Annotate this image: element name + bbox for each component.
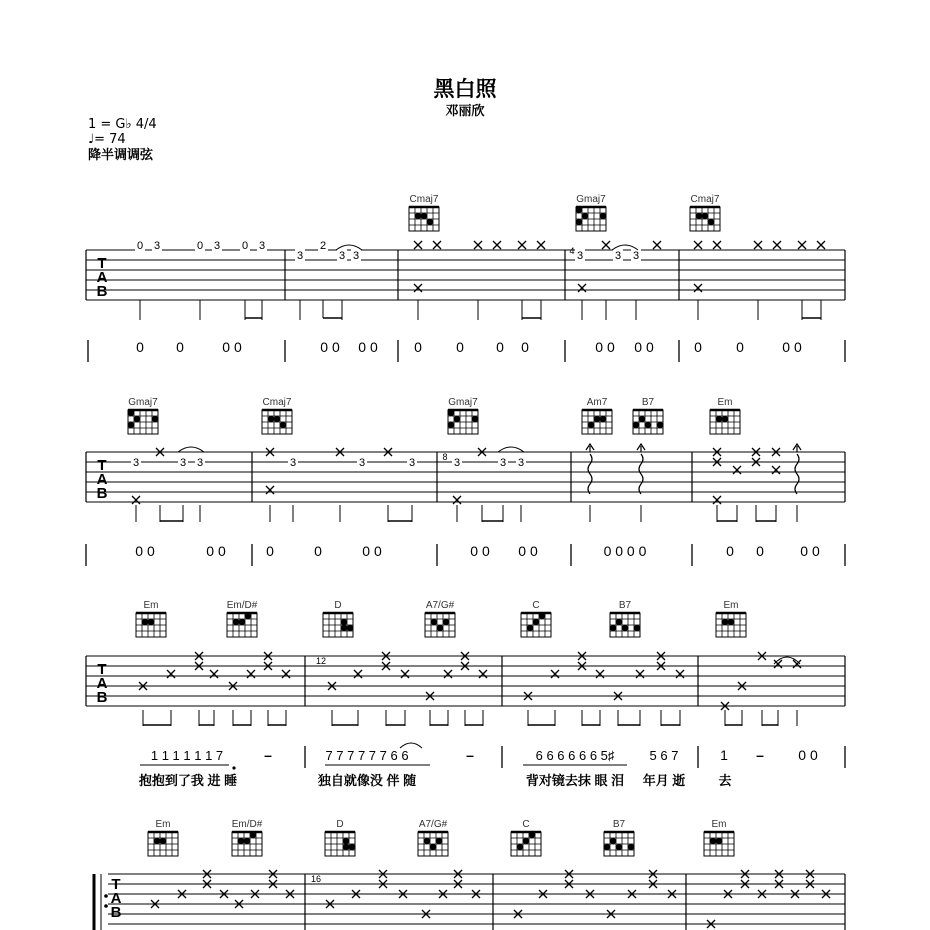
chord-name: Gmaj7 — [576, 194, 606, 205]
jianpu-note: 1 — [720, 747, 728, 763]
chord-dot — [533, 619, 539, 625]
tie-arc — [178, 447, 204, 452]
jianpu-note: 0 0 — [595, 339, 615, 355]
chord-dot — [154, 838, 160, 844]
chord-name: Gmaj7 — [448, 397, 478, 408]
chord-dot — [448, 410, 454, 416]
tab-clef-letter: A — [96, 269, 108, 286]
chord-diagram-a7g — [425, 613, 455, 637]
jianpu-note: 0 0 — [798, 747, 818, 763]
chord-diagram-emd — [232, 832, 262, 856]
chord-dot — [128, 422, 134, 428]
jianpu-note: 0 — [496, 339, 504, 355]
chord-dot — [160, 838, 166, 844]
chord-dot — [708, 219, 714, 225]
chord-dot — [722, 619, 728, 625]
chord-name: Em — [723, 600, 739, 611]
chord-dot — [610, 838, 616, 844]
chord-dot — [427, 219, 433, 225]
tab-fret-number: 3 — [132, 457, 140, 469]
chord-dot — [529, 832, 535, 838]
chord-dot — [633, 422, 639, 428]
chord-diagram-gmaj7 — [448, 410, 478, 434]
chord-diagram-cmaj7 — [690, 207, 720, 231]
tab-fret-number: 3 — [499, 457, 507, 469]
lyric-text: 独自就像没 伴 随 — [317, 773, 417, 788]
tab-clef-letter: A — [96, 675, 108, 692]
jianpu-note: 0 0 — [358, 339, 378, 355]
jianpu-note: 0 0 — [518, 543, 538, 559]
tab-fret-number: 3 — [338, 250, 346, 262]
tab-fret-number: 3 — [408, 457, 416, 469]
chord-dot — [341, 619, 347, 625]
jianpu-dot — [232, 766, 235, 769]
chord-name: D — [334, 600, 342, 611]
chord-dot — [443, 619, 449, 625]
tab-fret-number: 3 — [576, 250, 584, 262]
chord-dot — [582, 213, 588, 219]
chord-name: B7 — [618, 600, 632, 611]
chord-diagram-em — [148, 832, 178, 856]
jianpu-note: 0 — [136, 339, 144, 355]
chord-diagram-em — [704, 832, 734, 856]
chord-dot — [696, 213, 702, 219]
chord-dot — [657, 422, 663, 428]
tab-fret-number: 0 — [196, 240, 204, 252]
repeat-dot — [104, 894, 108, 898]
tab-fret-number: 0 — [241, 240, 249, 252]
chord-dot — [472, 416, 478, 422]
arpeggio-arrow — [586, 444, 594, 452]
tab-fret-number: 3 — [632, 250, 640, 262]
chord-dot — [634, 625, 640, 631]
arpeggio-arrow — [637, 444, 645, 452]
measure-number: 4 — [569, 246, 575, 256]
chord-diagram-gmaj7 — [576, 207, 606, 231]
chord-dot — [539, 613, 545, 619]
jianpu-note: 0 0 — [362, 543, 382, 559]
jianpu-note: 0 — [176, 339, 184, 355]
chord-dot — [716, 416, 722, 422]
chord-name: B7 — [612, 819, 626, 830]
chord-dot — [594, 416, 600, 422]
measure-number: 16 — [311, 874, 322, 884]
jianpu-note: 0 0 — [800, 543, 820, 559]
tab-fret-number: 3 — [517, 457, 525, 469]
song-artist: 邓丽欣 — [445, 104, 485, 119]
chord-name: Cmaj7 — [262, 397, 292, 408]
tab-fret-number: 3 — [196, 457, 204, 469]
chord-name: Em — [143, 600, 159, 611]
chord-diagram-b7 — [610, 613, 640, 637]
tab-fret-number: 3 — [258, 240, 266, 252]
tempo-marking: ♩= 74 — [88, 132, 126, 147]
chord-dot — [341, 625, 347, 631]
lyric-text: 背对镜去抹 眼 泪 — [525, 773, 625, 788]
chord-name: C — [522, 819, 530, 830]
chord-dot — [436, 838, 442, 844]
chord-dot — [343, 838, 349, 844]
chord-name: Em — [711, 819, 727, 830]
chord-name: Am7 — [586, 397, 608, 408]
chord-dot — [639, 416, 645, 422]
arpeggio-wave — [795, 454, 799, 494]
chord-dot — [415, 213, 421, 219]
chord-dot — [600, 416, 606, 422]
jianpu-note: 5 6 7 — [649, 748, 679, 763]
chord-dot — [588, 422, 594, 428]
chord-diagram-d — [325, 832, 355, 856]
chord-dot — [244, 838, 250, 844]
measure-number: 12 — [316, 656, 327, 666]
jianpu-note: 1 1 1 1 1 1 7 — [150, 748, 224, 763]
jianpu-note: 0 0 — [634, 339, 654, 355]
tab-fret-number: 3 — [453, 457, 461, 469]
chord-dot — [142, 619, 148, 625]
chord-dot — [454, 416, 460, 422]
lyric-text: 去 — [718, 773, 732, 788]
chord-dot — [616, 844, 622, 850]
chord-name: C — [532, 600, 540, 611]
chord-diagram-c — [521, 613, 551, 637]
chord-diagram-d — [323, 613, 353, 637]
chord-name: Cmaj7 — [409, 194, 439, 205]
chord-dot — [610, 625, 616, 631]
chord-dot — [347, 625, 353, 631]
chord-diagram-gmaj7 — [128, 410, 158, 434]
tab-clef-letter: B — [96, 283, 108, 300]
chord-diagram-c — [511, 832, 541, 856]
chord-name: B7 — [641, 397, 655, 408]
tie-arc — [498, 447, 524, 452]
jianpu-note: 0 0 0 0 — [603, 543, 647, 559]
chord-dot — [343, 844, 349, 850]
tab-fret-number: 3 — [614, 250, 622, 262]
lyric-text: 年月 逝 — [642, 773, 686, 788]
jianpu-note: 0 — [736, 339, 744, 355]
tab-fret-number: 3 — [213, 240, 221, 252]
chord-dot — [728, 619, 734, 625]
tuning-note: 降半调调弦 — [88, 148, 154, 163]
tab-clef-letter: A — [96, 471, 108, 488]
chord-dot — [148, 619, 154, 625]
chord-diagram-em — [710, 410, 740, 434]
chord-dot — [600, 213, 606, 219]
chord-name: Em/D# — [231, 819, 263, 830]
chord-dot — [710, 838, 716, 844]
jianpu-note: 0 — [456, 339, 464, 355]
chord-diagram-am7 — [582, 410, 612, 434]
chord-diagram-b7 — [604, 832, 634, 856]
chord-dot — [604, 844, 610, 850]
jianpu-note: – — [264, 747, 272, 763]
jianpu-note: 0 — [694, 339, 702, 355]
chord-dot — [576, 219, 582, 225]
jianpu-note: 0 0 — [135, 543, 155, 559]
measure-number: 8 — [442, 452, 448, 462]
key-signature: 1 = G♭ 4/4 — [88, 117, 157, 132]
chord-dot — [431, 619, 437, 625]
chord-dot — [448, 422, 454, 428]
chord-name: Em/D# — [226, 600, 258, 611]
chord-dot — [128, 410, 134, 416]
chord-dot — [622, 625, 628, 631]
chord-dot — [523, 838, 529, 844]
song-title: 黑白照 — [433, 77, 497, 101]
tab-fret-number: 0 — [136, 240, 144, 252]
chord-dot — [628, 844, 634, 850]
chord-dot — [645, 422, 651, 428]
chord-name: D — [336, 819, 344, 830]
chord-dot — [517, 844, 523, 850]
tab-clef-letter: T — [97, 255, 107, 272]
tab-fret-number: 2 — [319, 240, 327, 252]
chord-name: Gmaj7 — [128, 397, 158, 408]
chord-dot — [576, 207, 582, 213]
chord-dot — [134, 416, 140, 422]
jianpu-note: 0 0 — [222, 339, 242, 355]
jianpu-note: 0 0 — [320, 339, 340, 355]
tab-clef-letter: B — [96, 689, 108, 706]
arpeggio-wave — [588, 454, 592, 494]
tab-clef-letter: T — [97, 661, 107, 678]
chord-name: Em — [155, 819, 171, 830]
jianpu-note: 0 — [756, 543, 764, 559]
chord-dot — [437, 625, 443, 631]
chord-dot — [280, 422, 286, 428]
chord-dot — [238, 838, 244, 844]
jianpu-note: 0 — [314, 543, 322, 559]
chord-diagram-cmaj7 — [409, 207, 439, 231]
jianpu-note: 0 0 — [782, 339, 802, 355]
jianpu-note: – — [466, 747, 474, 763]
repeat-dot — [104, 904, 108, 908]
jianpu-note: 0 — [414, 339, 422, 355]
chord-dot — [268, 416, 274, 422]
chord-dot — [274, 416, 280, 422]
chord-dot — [430, 844, 436, 850]
tab-clef-letter: T — [111, 876, 121, 893]
jianpu-note: 6 6 6 6 6 6 5♯ — [535, 748, 615, 763]
jianpu-note: 0 0 — [206, 543, 226, 559]
tab-fret-number: 3 — [352, 250, 360, 262]
jianpu-note: 0 — [521, 339, 529, 355]
jianpu-note: 7 7 7 7 7 7 6 6 — [325, 748, 409, 763]
jianpu-note: 0 — [726, 543, 734, 559]
chord-dot — [152, 416, 158, 422]
chord-dot — [233, 619, 239, 625]
tab-clef-letter: A — [110, 890, 122, 907]
lyric-text: 抱抱到了我 进 睡 — [138, 773, 238, 788]
chord-name: Em — [717, 397, 733, 408]
arpeggio-wave — [639, 454, 643, 494]
chord-dot — [245, 613, 251, 619]
tab-fret-number: 3 — [153, 240, 161, 252]
chord-dot — [349, 844, 355, 850]
chord-dot — [250, 832, 256, 838]
jianpu-note: 0 0 — [470, 543, 490, 559]
tab-clef-letter: T — [97, 457, 107, 474]
chord-dot — [722, 416, 728, 422]
chord-diagram-emd — [227, 613, 257, 637]
chord-dot — [716, 838, 722, 844]
chord-dot — [616, 619, 622, 625]
tab-fret-number: 3 — [179, 457, 187, 469]
jianpu-note: – — [756, 747, 764, 763]
chord-dot — [527, 625, 533, 631]
arpeggio-arrow — [793, 444, 801, 452]
chord-name: A7/G# — [425, 600, 455, 611]
chord-dot — [424, 838, 430, 844]
tab-clef-letter: B — [110, 904, 122, 921]
chord-diagram-em — [136, 613, 166, 637]
tab-fret-number: 3 — [289, 457, 297, 469]
jianpu-note: 0 — [266, 543, 274, 559]
chord-diagram-b7 — [633, 410, 663, 434]
tab-fret-number: 3 — [358, 457, 366, 469]
chord-name: A7/G# — [418, 819, 448, 830]
chord-diagram-cmaj7 — [262, 410, 292, 434]
tab-fret-number: 3 — [296, 250, 304, 262]
chord-diagram-em — [716, 613, 746, 637]
chord-dot — [702, 213, 708, 219]
tab-clef-letter: B — [96, 485, 108, 502]
chord-diagram-a7g — [418, 832, 448, 856]
chord-name: Cmaj7 — [690, 194, 720, 205]
chord-dot — [239, 619, 245, 625]
chord-dot — [421, 213, 427, 219]
